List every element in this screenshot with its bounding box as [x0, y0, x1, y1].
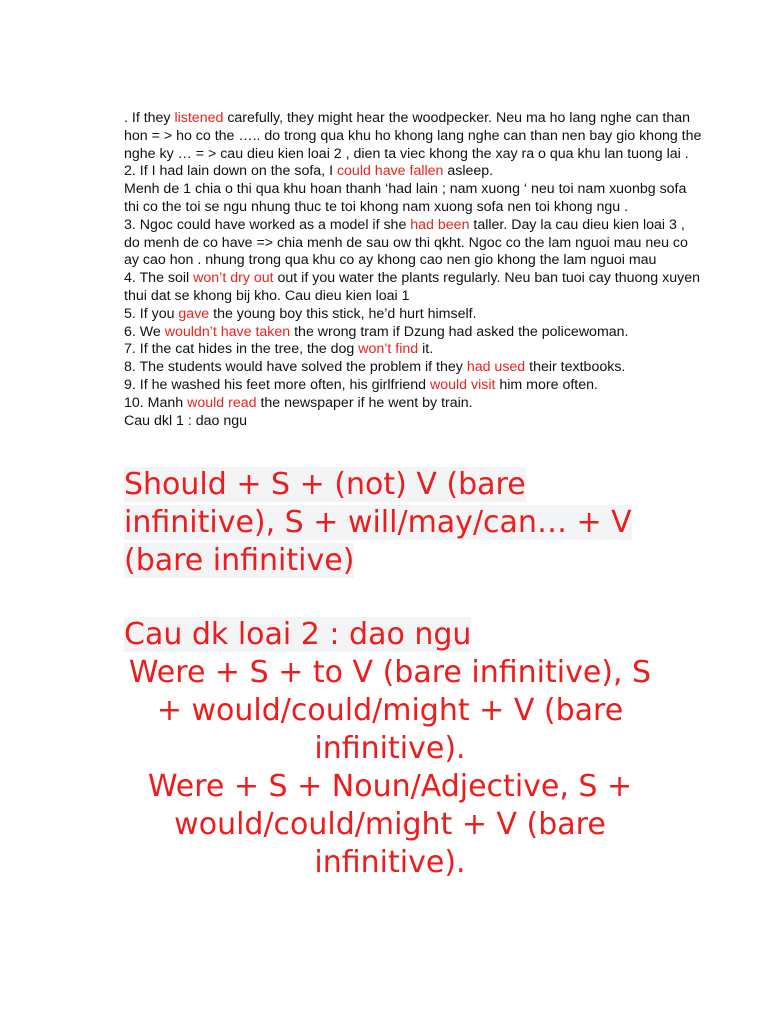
- item-10: 10. Manh would read the newspaper if he went by train.: [124, 394, 473, 411]
- item-2: 2. If I had lain down on the sofa, I could have fallen asleep.: [124, 163, 494, 180]
- formula2-a-line1: Were + S + to V (bare infinitive), S: [128, 655, 652, 690]
- formula-type2-inversion: [100, 654, 680, 882]
- formula2-b-line1: Were + S + Noun/Adjective, S +: [147, 769, 633, 804]
- item-2-explanation: Menh de 1 chia o thi qua khu hoan thanh ‘had lain ; nam xuong ‘ neu toi nam xuonbg sofa thi co the toi se ngu nhung thuc te toi khong nam xuong sofa nen toi khong ngu .: [124, 181, 687, 215]
- formula1-line1: Should + S + (not) V (bare: [124, 467, 526, 502]
- formula2-b-line2: would/could/might + V (bare: [174, 807, 606, 842]
- item-1: . If they listened carefully, they might hear the woodpecker. Neu ma ho lang nghe can than hon = > ho co the ….. do trong qua khu ho khong lang nghe can than nen bay gio khong the nghe ky … = > cau dieu kien loai 2 , dien ta viec khong the xay ra o qua khu lan tuong lai .: [124, 110, 702, 162]
- exercise-list: [124, 110, 704, 430]
- section-label-type1-inversion: Cau dkl 1 : dao ngu: [124, 412, 248, 429]
- formula2-a-line3: infinitive).: [314, 731, 466, 766]
- formula2-a-line2: + would/could/might + V (bare: [156, 693, 624, 728]
- item-7: 7. If the cat hides in the tree, the dog won’t find it.: [124, 341, 434, 358]
- item-8: 8. The students would have solved the problem if they had used their textbooks.: [124, 359, 626, 376]
- formula2-b-line3: infinitive).: [314, 845, 466, 880]
- formula-type1-inversion: [124, 466, 664, 580]
- formula1-line3: (bare infinitive): [124, 543, 355, 578]
- item-9: 9. If he washed his feet more often, his girlfriend would visit him more often.: [124, 376, 598, 393]
- item-5: 5. If you gave the young boy this stick, he’d hurt himself.: [124, 305, 477, 322]
- formula1-line2: infinitive), S + will/may/can… + V: [124, 505, 632, 540]
- item-6: 6. We wouldn’t have taken the wrong tram if Dzung had asked the policewoman.: [124, 323, 629, 340]
- section-heading-type2-inversion: Cau dk loai 2 : dao ngu: [124, 617, 472, 652]
- item-3: 3. Ngoc could have worked as a model if she had been taller. Day la cau dieu kien loai 3 , do menh de co have => chia menh de sau ow thi qkht. Ngoc co the lam nguoi mau neu co ay cao hon . nhung trong qua khu co ay khong cao nen gio khong the lam nguoi mau: [124, 216, 688, 269]
- item-4: 4. The soil won’t dry out out if you water the plants regularly. Neu ban tuoi cay thuong xuyen thui dat se khong bij kho. Cau dieu kien loai 1: [124, 270, 700, 304]
